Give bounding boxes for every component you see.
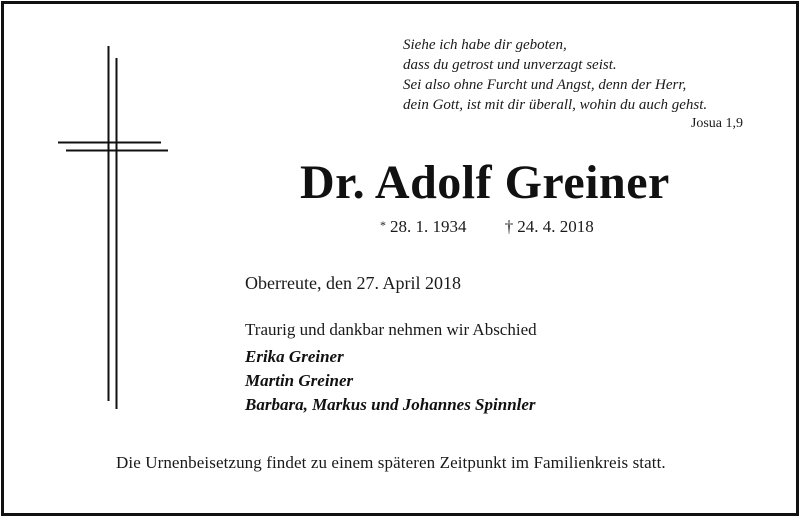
burial-notice: Die Urnenbeisetzung findet zu einem späteren Zeitpunkt im Familienkreis statt. — [116, 453, 666, 472]
verse-reference: Josua 1,9 — [690, 116, 743, 131]
birth-star-icon: * — [380, 218, 386, 232]
deceased-name: Dr. Adolf Greiner — [300, 156, 670, 209]
death-date: 24. 4. 2018 — [517, 217, 594, 236]
verse-line: Sei also ohne Furcht und Angst, denn der Herr, — [403, 77, 687, 93]
mourners-list — [245, 345, 536, 417]
mourner-name: Barbara, Markus und Johannes Spinnler — [245, 395, 536, 414]
farewell-text: Traurig und dankbar nehmen wir Abschied — [245, 320, 537, 339]
mourner-name: Martin Greiner — [245, 371, 354, 390]
place-and-date: Oberreute, den 27. April 2018 — [245, 273, 461, 293]
life-dates — [380, 217, 594, 237]
verse-line: Siehe ich habe dir geboten, — [403, 37, 567, 53]
verse-line: dein Gott, ist mit dir überall, wohin du auch gehst. — [403, 97, 708, 113]
verse-line: dass du getrost und unverzagt seist. — [403, 57, 617, 73]
bible-verse — [403, 35, 748, 115]
mourner-name: Erika Greiner — [245, 347, 344, 366]
birth-date: 28. 1. 1934 — [390, 217, 467, 236]
death-dagger-icon: † — [504, 217, 514, 236]
